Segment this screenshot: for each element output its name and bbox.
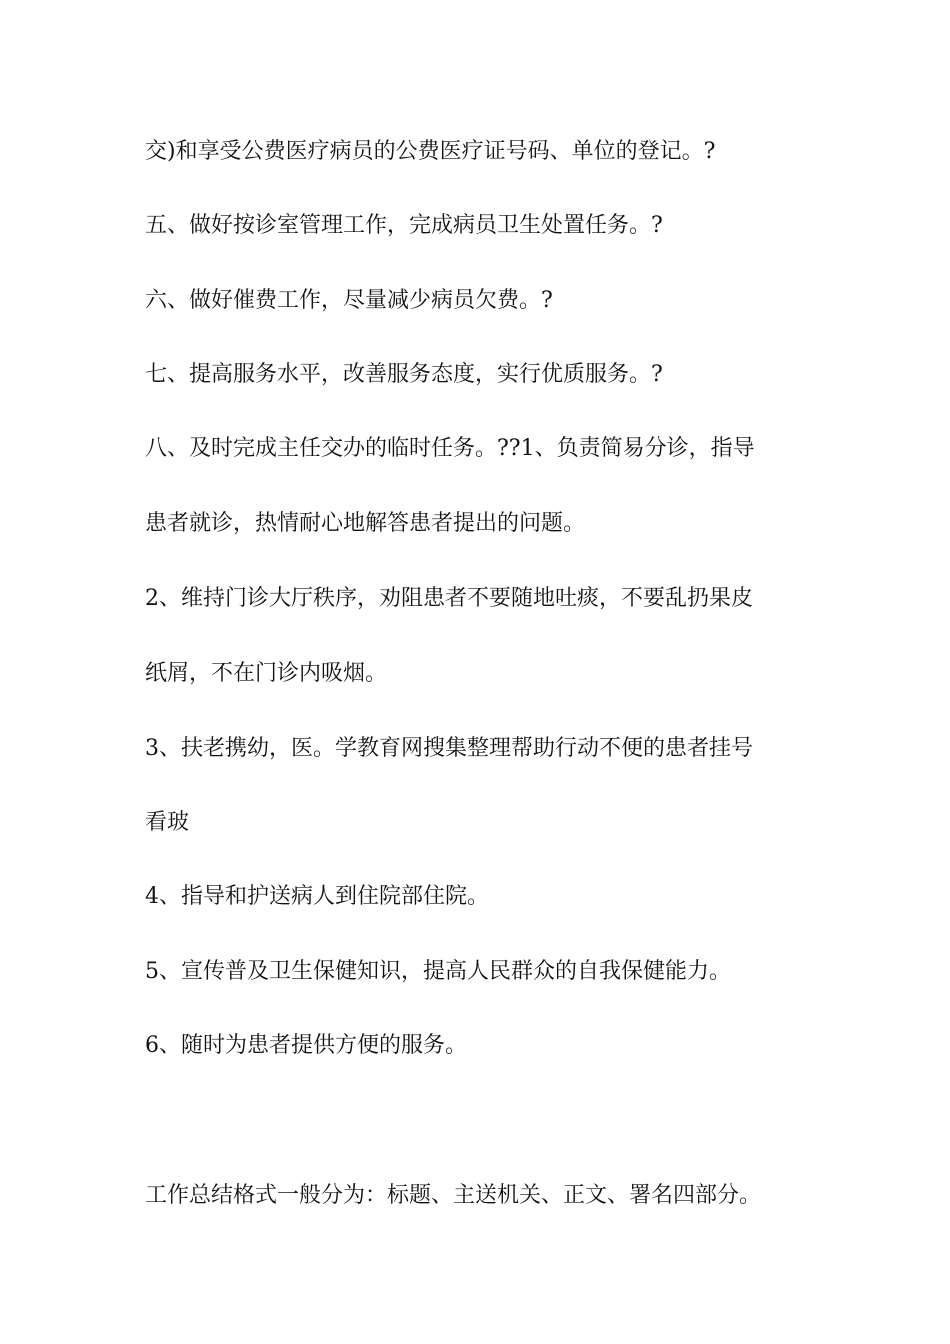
paragraph-line-2: 五、做好按诊室管理工作，完成病员卫生处置任务。?	[145, 213, 663, 238]
paragraph-line-12: 5、宣传普及卫生保健知识，提高人民群众的自我保健能力。	[145, 959, 731, 984]
paragraph-line-4: 七、提高服务水平，改善服务态度，实行优质服务。?	[145, 362, 663, 387]
paragraph-line-5: 八、及时完成主任交办的临时任务。??1、负责简易分诊，指导	[145, 436, 755, 461]
paragraph-line-13: 6、随时为患者提供方便的服务。	[145, 1033, 467, 1058]
paragraph-line-1: 交)和享受公费医疗病员的公费医疗证号码、单位的登记。?	[145, 139, 716, 164]
paragraph-line-11: 4、指导和护送病人到住院部住院。	[145, 884, 489, 909]
paragraph-line-3: 六、做好催费工作，尽量减少病员欠费。?	[145, 288, 553, 313]
paragraph-line-6: 患者就诊，热情耐心地解答患者提出的问题。	[145, 511, 586, 536]
paragraph-line-10: 看玻	[145, 810, 190, 835]
paragraph-line-9: 3、扶老携幼，医。学教育网搜集整理帮助行动不便的患者挂号	[145, 736, 753, 761]
paragraph-line-7: 2、维持门诊大厅秩序，劝阻患者不要随地吐痰，不要乱扔果皮	[145, 586, 753, 611]
paragraph-line-14: 工作总结格式一般分为：标题、主送机关、正文、署名四部分。	[145, 1183, 762, 1208]
paragraph-line-8: 纸屑，不在门诊内吸烟。	[145, 661, 388, 686]
